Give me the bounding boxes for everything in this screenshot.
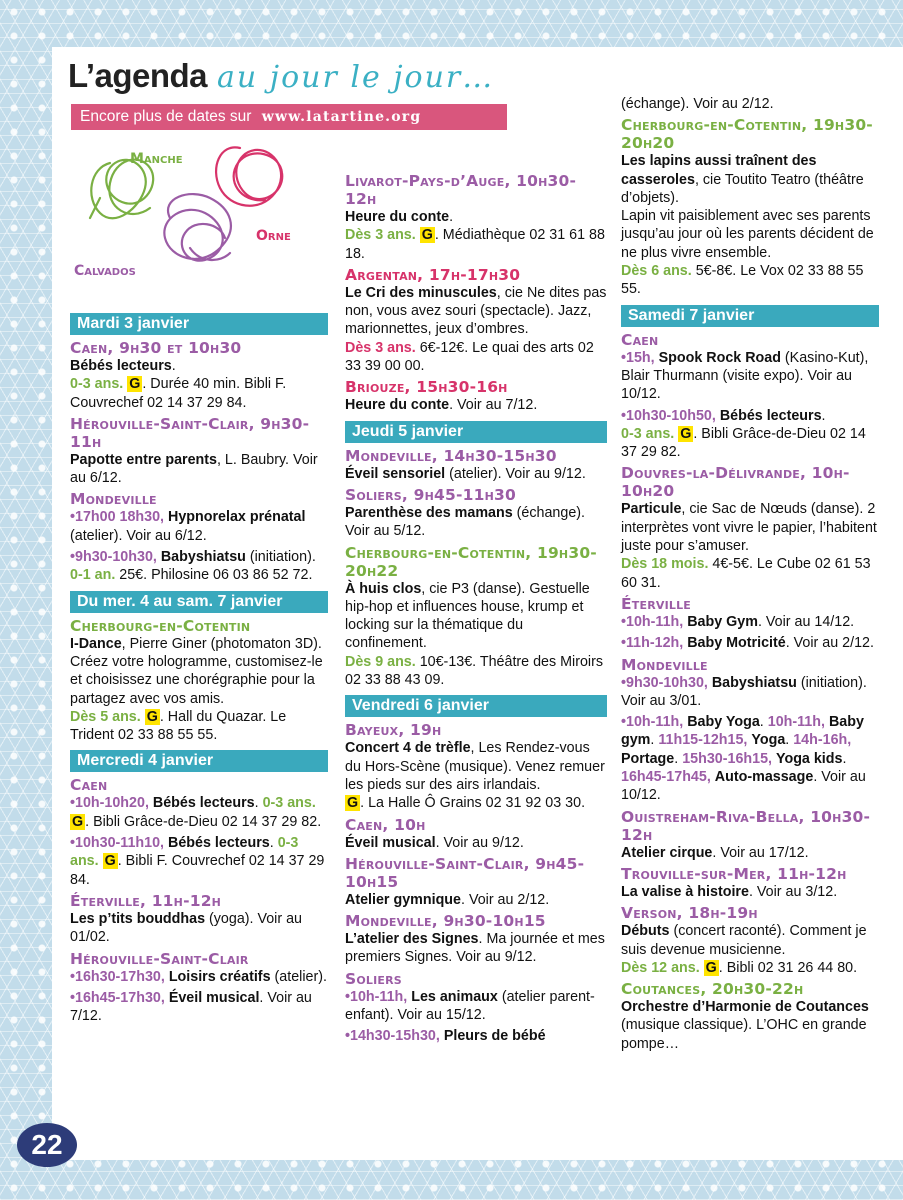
day-header: Mercredi 4 janvier <box>70 750 328 772</box>
column-1 <box>70 307 328 1028</box>
event-entry: Atelier gymnique. Voir au 2/12. <box>345 891 550 908</box>
event-entry: •10h30-11h10, Bébés lecteurs. 0-3 ans. G . Bibli F. Couvrechef 02 14 37 29 84. <box>70 835 325 888</box>
event-entry: Les p’tits bouddhas (yoga). Voir au 01/02. <box>70 910 302 946</box>
city-heading: Soliers, 9h45-11h30 <box>345 485 516 504</box>
city-heading: Coutances, 20h30-22h <box>621 980 804 999</box>
day-header: Vendredi 6 janvier <box>345 695 607 717</box>
website-banner <box>71 104 507 130</box>
city-heading: Éterville, 11h-12h <box>70 891 222 910</box>
city-heading: Cherbourg-en-Cotentin <box>70 616 251 635</box>
city-heading: Livarot-Pays-d’Auge, 10h30-12h <box>345 172 577 208</box>
event-entry: Atelier cirque. Voir au 17/12. <box>621 844 809 861</box>
event-entry: La valise à histoire. Voir au 3/12. <box>621 883 838 900</box>
city-heading: Hérouville-Saint-Clair, 9h45-10h15 <box>345 854 585 891</box>
event-entry: •16h30-17h30, Loisirs créatifs (atelier). <box>70 968 327 985</box>
city-heading: Soliers <box>345 969 402 988</box>
page-number-badge: 22 <box>17 1123 77 1167</box>
day-header: Mardi 3 janvier <box>70 313 328 335</box>
page-title <box>68 57 494 95</box>
day-header: Jeudi 5 janvier <box>345 421 607 443</box>
manche-scribble <box>90 160 153 219</box>
event-entry: •11h-12h, Baby Motricité. Voir au 2/12. <box>621 635 874 652</box>
city-heading: Argentan, 17h-17h30 <box>345 265 521 284</box>
event-entry: •17h00 18h30, Hypnorelax prénatal (atelier). Voir au 6/12. <box>70 509 306 544</box>
title-script: au jour le jour… <box>217 60 495 95</box>
map-label-orne: Orne <box>256 228 291 244</box>
banner-text: Encore plus de dates sur <box>80 108 252 125</box>
orne-scribble <box>216 147 282 205</box>
event-entry: Débuts (concert raconté). Comment je suis devenue musicienne. Dès 12 ans. G . Bibli 02 31 26 44 80. <box>621 923 867 976</box>
calvados-scribble <box>164 194 231 261</box>
column-3 <box>621 95 879 1056</box>
city-heading: Mondeville, 14h30-15h30 <box>345 446 557 465</box>
day-header: Samedi 7 janvier <box>621 305 879 327</box>
city-heading: Caen, 10h <box>345 815 426 834</box>
city-heading: Mondeville, 9h30-10h15 <box>345 912 546 931</box>
event-entry: L’atelier des Signes. Ma journée et mes premiers Signes. Voir au 9/12. <box>345 931 605 966</box>
event-entry: •16h45-17h30, Éveil musical. Voir au 7/12. <box>70 989 312 1025</box>
title-main: L’agenda <box>68 57 208 94</box>
event-entry: Les lapins aussi traînent des casseroles, cie Toutito Teatro (théâtre d’objets). Lapin vit paisiblement avec ses parents jusqu’au jour où les parents décident de ne plus vivre ensemble. Dès 6 ans. 5€-8€. Le Vox 02 33 88 55 55. <box>621 153 874 298</box>
event-entry: Heure du conte. Voir au 7/12. <box>345 397 538 414</box>
map-label-calvados: Calvados <box>74 263 136 279</box>
city-heading: Caen <box>621 330 659 349</box>
event-entry: À huis clos, cie P3 (danse). Gestuelle hip-hop et influences house, krump et locking sur la thématique du confinement. Dès 9 ans. 10€-13€. Théâtre des Miroirs 02 33 88 43 09. <box>345 580 604 689</box>
map-label-manche: Manche <box>130 151 183 167</box>
city-heading: Verson, 18h-19h <box>621 904 758 923</box>
event-entry: Papotte entre parents, L. Baubry. Voir au 6/12. <box>70 451 318 487</box>
event-entry: •15h, Spook Rock Road (Kasino-Kut), Blair Thurmann (visite expo). Voir au 10/12. <box>621 349 869 403</box>
event-entry: Éveil sensoriel (atelier). Voir au 9/12. <box>345 465 586 482</box>
city-heading: Hérouville-Saint-Clair, 9h30-11h <box>70 414 310 451</box>
event-entry: Concert 4 de trèfle, Les Rendez-vous du Hors-Scène (musique). Venez remuer les pieds sur des airs irlandais. G . La Halle Ô Grains 02 31 92 03 30. <box>345 740 605 812</box>
event-entry: Parenthèse des mamans (échange). Voir au 5/12. <box>345 504 586 540</box>
event-entry: Heure du conte. Dès 3 ans. G . Médiathèque 02 31 61 88 18. <box>345 209 605 262</box>
event-entry: I-Dance, Pierre Giner (photomaton 3D). Créez votre hologramme, customisez-le et choisissez une chorégraphie pour la partagez avec vos amis. Dès 5 ans. G . Hall du Quazar. Le Trident 02 33 88 55 55. <box>70 635 323 744</box>
city-heading: Trouville-sur-Mer, 11h-12h <box>621 864 847 883</box>
city-heading: Briouze, 15h30-16h <box>345 378 508 397</box>
event-entry: Le Cri des minuscules, cie Ne dites pas non, vous avez souri (spectacle). Jazz, marionnettes, jeux d’ombres. Dès 3 ans. 6€-12€. Le quai des arts 02 33 39 00 00. <box>345 284 607 375</box>
column-2 <box>345 170 607 1049</box>
day-header: Du mer. 4 au sam. 7 janvier <box>70 591 328 613</box>
city-heading: Hérouville-Saint-Clair <box>70 949 249 968</box>
event-entry: Bébés lecteurs. 0-3 ans. G . Durée 40 min. Bibli F. Couvrechef 02 14 37 29 84. <box>70 358 287 411</box>
event-entry: •14h30-15h30, Pleurs de bébé <box>345 1028 546 1045</box>
city-heading: Éterville <box>621 594 692 613</box>
event-entry: •10h-11h, Baby Yoga. 10h-11h, Baby gym. 11h15-12h15, Yoga. 14h-16h, Portage. 15h30-16h15, Yoga kids. 16h45-17h45, Auto-massage. Voir au 10/12. <box>621 714 866 804</box>
city-heading: Mondeville <box>70 490 157 509</box>
event-entry: •9h30-10h30, Babyshiatsu (initiation). Voir au 3/01. <box>621 674 867 709</box>
event-entry: •10h-11h, Baby Gym. Voir au 14/12. <box>621 613 855 630</box>
city-heading: Caen <box>70 776 108 795</box>
city-heading: Bayeux, 19h <box>345 721 442 740</box>
event-entry: •10h-11h, Les animaux (atelier parent- enfant). Voir au 15/12. <box>345 988 595 1024</box>
city-heading: Ouistreham-Riva-Bella, 10h30-12h <box>621 807 871 844</box>
city-heading: Douvres-la-Délivrande, 10h-10h20 <box>621 464 850 501</box>
event-entry: •10h30-10h50, Bébés lecteurs. 0-3 ans. G . Bibli Grâce-de-Dieu 02 14 37 29 82. <box>621 407 866 461</box>
region-map-illustration <box>70 138 315 288</box>
event-continuation: (échange). Voir au 2/12. <box>621 96 774 112</box>
event-entry: •10h-10h20, Bébés lecteurs. 0-3 ans. G . Bibli Grâce-de-Dieu 02 14 37 29 82. <box>70 795 322 830</box>
event-entry: Particule, cie Sac de Nœuds (danse). 2 interprètes vont vivre le papier, l’habitent juste pour s’amuser. Dès 18 mois. 4€-5€. Le Cube 02 61 53 60 31. <box>621 501 877 591</box>
city-heading: Caen, 9h30 et 10h30 <box>70 339 242 357</box>
city-heading: Cherbourg-en-Cotentin, 19h30-20h22 <box>345 543 597 580</box>
banner-url-link[interactable]: www.latartine.org <box>261 109 422 125</box>
event-entry: Orchestre d’Harmonie de Coutances (musique classique). L’OHC en grande pompe… <box>621 999 869 1052</box>
event-entry: Éveil musical. Voir au 9/12. <box>345 834 524 851</box>
city-heading: Mondeville <box>621 655 708 674</box>
event-entry: •9h30-10h30, Babyshiatsu (initiation). 0-1 an. 25€. Philosine 06 03 86 52 72. <box>70 549 316 584</box>
city-heading: Cherbourg-en-Cotentin, 19h30-20h20 <box>621 116 873 153</box>
